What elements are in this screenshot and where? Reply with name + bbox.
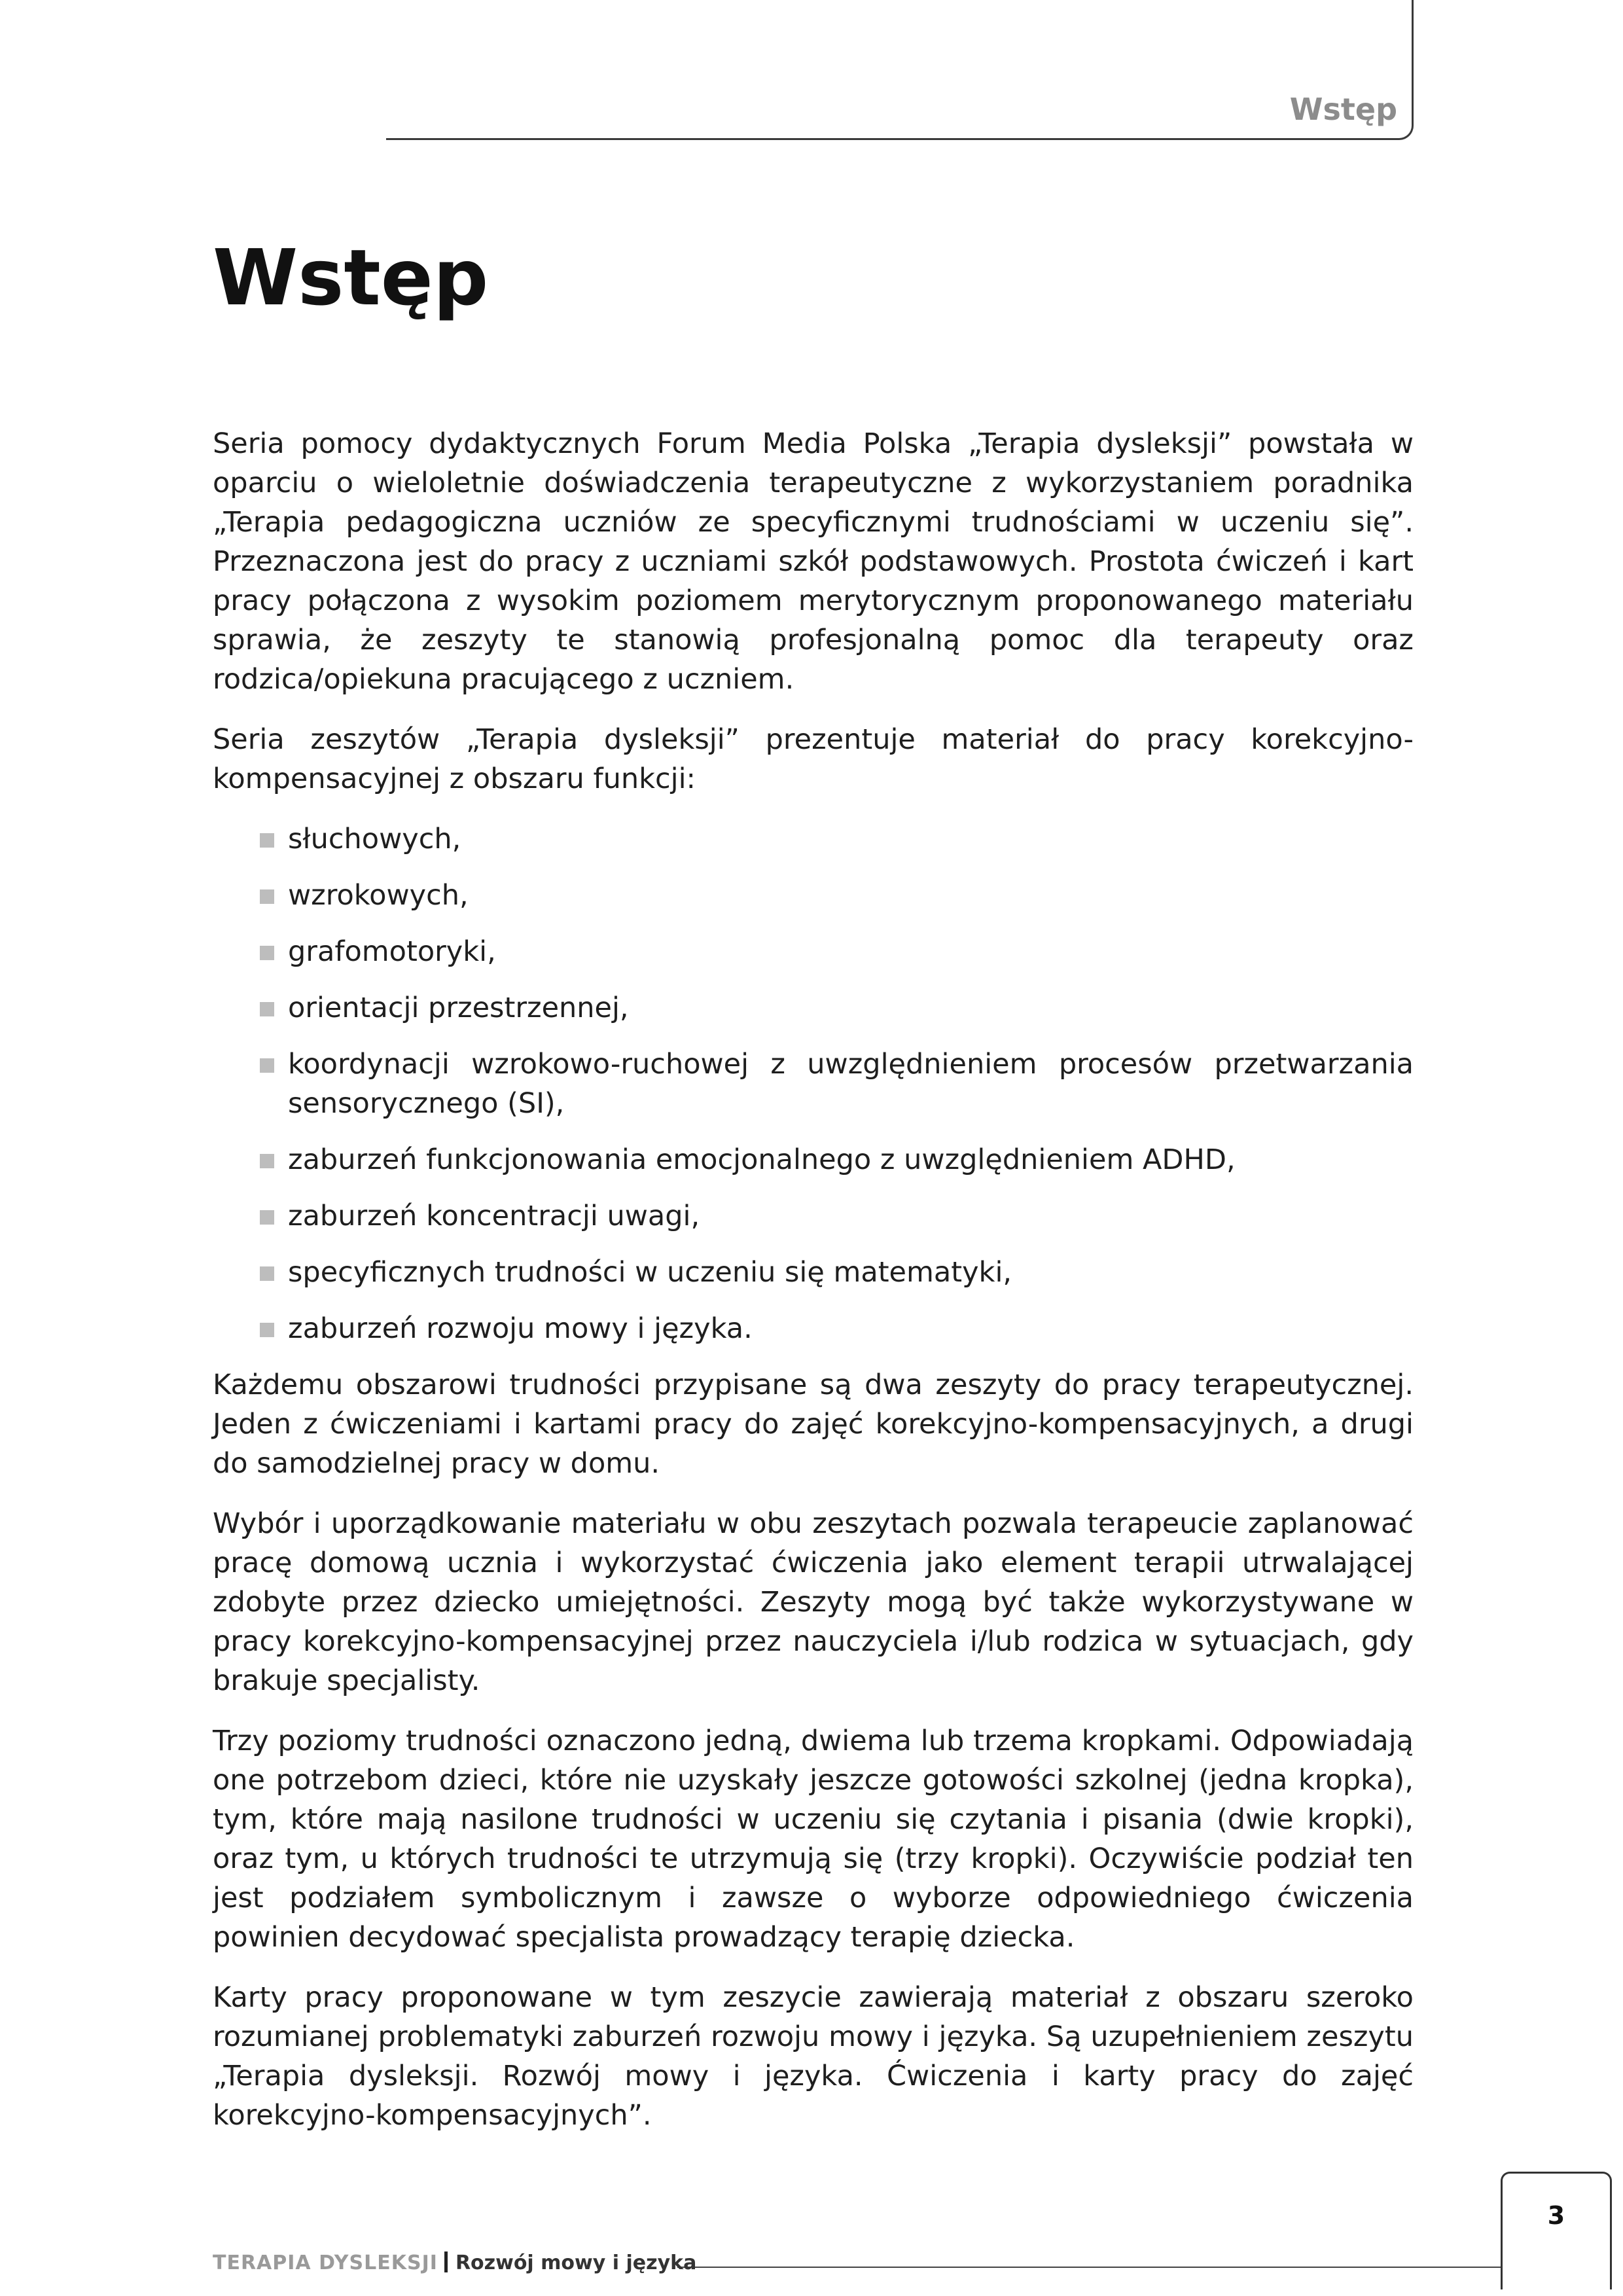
list-item-text: orientacji przestrzennej,	[288, 992, 629, 1024]
main-content	[213, 424, 1414, 2156]
footer	[213, 2251, 696, 2274]
square-bullet-icon	[260, 889, 274, 904]
footer-rule	[677, 2267, 1501, 2268]
list-item-text: grafomotoryki,	[288, 935, 496, 968]
square-bullet-icon	[260, 833, 274, 848]
list-item	[213, 1045, 1414, 1123]
square-bullet-icon	[260, 1002, 274, 1016]
running-header: Wstęp	[1289, 92, 1397, 127]
paragraph-notebooks: Każdemu obszarowi trudności przypisane są dwa zeszyty do pracy terapeutycznej. Jeden z ćwiczeniami i kartami pracy do zajęć korekcyjno-kompensacyjnych, a drugi do samodzielnej pracy w domu.	[213, 1369, 1414, 1480]
list-item	[213, 1140, 1414, 1179]
paragraph-intro: Seria pomocy dydaktycznych Forum Media Polska „Terapia dysleksji” powstała w oparciu o wieloletnie doświadczenia terapeutyczne z wykorzystaniem poradnika „Terapia pedagogiczna uczniów ze specyficznymi trudnościami w uczeniu się”. Przeznaczona jest do pracy z uczniami szkół podstawowych. Prostota ćwiczeń i kart pracy połączona z wysokim poziomem merytorycznym proponowanego materiału sprawia, że zeszyty te stanowią profesjonalną pomoc dla terapeuty oraz rodzica/opiekuna pracującego z uczniem.	[213, 427, 1414, 696]
footer-separator	[444, 2251, 448, 2272]
list-item	[213, 988, 1414, 1028]
list-item	[213, 1309, 1414, 1348]
paragraph-series: Seria zeszytów „Terapia dysleksji” prezentuje materiał do pracy korekcyjno-kompensacyjnej z obszaru funkcji:	[213, 723, 1414, 795]
header-frame	[386, 0, 1414, 140]
page-number-box	[1501, 2172, 1612, 2289]
list-item-text: słuchowych,	[288, 823, 461, 855]
list-item-text: zaburzeń rozwoju mowy i języka.	[288, 1312, 753, 1345]
list-item	[213, 1253, 1414, 1292]
paragraph-selection: Wybór i uporządkowanie materiału w obu zeszytach pozwala terapeucie zaplanować pracę domową ucznia i wykorzystać ćwiczenia jako element terapii utrwalającej zdobyte przez dziecko umiejętności. Zeszyty mogą być także wykorzystywane w pracy korekcyjno-kompensacyjnej przez nauczyciela i/lub rodzica w sytuacjach, gdy brakuje specjalisty.	[213, 1507, 1414, 1697]
square-bullet-icon	[260, 1210, 274, 1225]
list-item-text: wzrokowych,	[288, 879, 469, 912]
list-item-text: koordynacji wzrokowo-ruchowej z uwzględnieniem procesów przetwarzania sensorycznego (SI),	[288, 1048, 1414, 1120]
footer-subtitle: Rozwój mowy i języka	[455, 2251, 697, 2274]
square-bullet-icon	[260, 1154, 274, 1168]
square-bullet-icon	[260, 1058, 274, 1073]
paragraph-levels: Trzy poziomy trudności oznaczono jedną, dwiema lub trzema kropkami. Odpowiadają one potrzebom dzieci, które nie uzyskały jeszcze gotowości szkolnej (jedna kropka), tym, które mają nasilone trudności w uczeniu się czytania i pisania (dwie kropki), oraz tym, u których trudności te utrzymują się (trzy kropki). Oczywiście podział ten jest podziałem symbolicznym i zawsze o wyborze odpowiedniego ćwiczenia powinien decydować specjalista prowadzący terapię dziecka.	[213, 1725, 1414, 1954]
list-item-text: zaburzeń funkcjonowania emocjonalnego z uwzględnieniem ADHD,	[288, 1143, 1236, 1176]
list-item-text: specyficznych trudności w uczeniu się matematyki,	[288, 1256, 1012, 1289]
page-title: Wstęp	[213, 232, 489, 323]
list-item	[213, 876, 1414, 915]
footer-series-title: TERAPIA DYSLEKSJI	[213, 2251, 438, 2274]
list-item	[213, 932, 1414, 971]
list-item	[213, 1196, 1414, 1236]
square-bullet-icon	[260, 946, 274, 960]
square-bullet-icon	[260, 1266, 274, 1281]
list-item	[213, 819, 1414, 859]
paragraph-worksheets: Karty pracy proponowane w tym zeszycie zawierają materiał z obszaru szeroko rozumianej problematyki zaburzeń rozwoju mowy i języka. Są uzupełnieniem zeszytu „Terapia dysleksji. Rozwój mowy i języka. Ćwiczenia i karty pracy do zajęć korekcyjno-kompensacyjnych”.	[213, 1981, 1414, 2132]
page-number: 3	[1547, 2201, 1565, 2230]
functions-list	[213, 819, 1414, 1348]
square-bullet-icon	[260, 1323, 274, 1337]
list-item-text: zaburzeń koncentracji uwagi,	[288, 1200, 700, 1232]
